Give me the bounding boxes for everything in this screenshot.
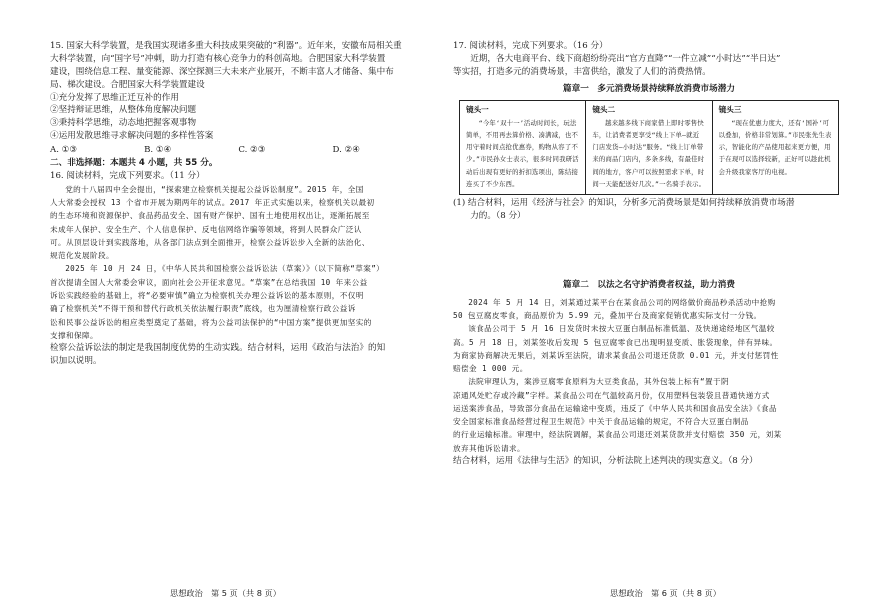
lens-3-body: “现在优惠力度大，还有‘国补’可以叠加，价格非常划算。”市民张先生表示，智能化的产品使用起来更方便，用于在现可以选择较新，正好可以趁此机会升级我家客厅的电视。 [718, 118, 832, 176]
q16-para2-line: 讼和民事公益诉讼的相应类型奠定了基础，将为公益司法保护的“中国方案”提供更加坚实的 [50, 317, 372, 327]
page-6-footer: 思想政治 第 6 页（共 8 页） [610, 587, 721, 598]
q15-stem-line: 局、梯次建设。合肥国家大科学装置建设 [50, 79, 205, 90]
q16-material-para-1 [50, 183, 420, 263]
page-6-content [453, 40, 845, 468]
case-para1-line: 该食品公司于 5 月 16 日发货时未按大豆蛋白制品标准低温、及快递途经地区气温较 [468, 324, 775, 334]
answer-space [453, 223, 845, 275]
q15-stem-line: 大科学装置，向“国字号”冲刺，助力打造有核心竞争力的科创高地。合肥国家大科学装置 [50, 53, 386, 64]
q15-statement-3: ③秉持科学思维，动态地把握客观事物 [50, 118, 197, 129]
q16-para1-line: 可。从顶层设计到实践落地，从各部门法点到全面推开，检察公益诉讼步入全新的法治化、 [50, 237, 370, 247]
case-para2-line: 运送案涉食品，导致部分食品在运输途中变质，违反了《中华人民共和国食品安全法》《食品 [453, 403, 777, 413]
case-para2-line: 的行业运输标准。审理中，经法院调解，某食品公司退还刘某货款并支付赔偿 350 元，刘某 [453, 430, 782, 440]
case-para1-line: 为商家协商解决无果后，刘某诉至法院，请求某食品公司退还货款 0.01 元，并支付惩罚性 [453, 350, 779, 360]
case-para2-line: 凉通风处贮存或冷藏”字样。某食品公司在气温较高月份，仅用塑料包装袋且普通快递方式 [453, 390, 770, 400]
q16-para1-line: 未成年人保护、安全生产、个人信息保护、反电信网络诈骗等领域，将到人民群众广泛认 [50, 224, 362, 234]
q16-para2-line: 首次提请全国人大常委会审议，面向社会公开征求意见。“草案”在总结我国 10 年来公益 [50, 277, 368, 287]
q15-stem-line: 建设，围绕信息工程、量变能源、深空探测三大未来产业展开，不断丰富人才储备、集中布 [50, 66, 394, 77]
lens-3 [713, 101, 838, 194]
q17-part-1 [453, 197, 845, 223]
q15-stem-line: 15. 国家大科学装置，是我国实现诸多重大科技成果突破的“利器”。近年来，安徽布局相关重 [50, 41, 402, 51]
case-para1-line: 2024 年 5 月 14 日，刘某通过某平台在某食品公司的网络做价商品秒杀活动中抢购 [468, 297, 776, 307]
q16-para2-line: 确了检察机关“不得干预和替代行政机关依法履行职责”底线，也为厘清检察行政公益诉 [50, 304, 356, 314]
page-5-footer: 思想政治 第 5 页（共 8 页） [170, 587, 281, 598]
q16-question-line: 识加以说明。 [50, 356, 102, 367]
q15-option-d: D. ②④ [332, 145, 360, 156]
q15-options [50, 144, 360, 157]
q15-option-c: C. ②③ [238, 145, 266, 156]
case-para-2 [453, 375, 845, 455]
chapter-1-title: 篇章一 多元消费场景持续释放消费市场潜力 [563, 83, 735, 94]
q16-para1-line: 规范化发展阶段。 [50, 251, 114, 261]
lens-3-head: 镜头三 [718, 104, 742, 114]
case-para1-line: 高。5 月 18 日，刘某签收后发现 5 包豆腐零食已出现明显变质、胀袋现象，伴有异味。 [453, 337, 778, 347]
case-para-1 [453, 296, 845, 376]
lens-2 [586, 101, 712, 194]
q15-statement-4: ④运用发散思维寻求解决问题的多样性答案 [50, 131, 214, 142]
case-para2-line: 放弃其他诉讼请求。 [453, 443, 525, 453]
q17-stem: 17. 阅读材料，完成下列要求。（16 分） [453, 41, 608, 51]
exam-page-6 [435, 0, 870, 615]
case-para2-line: 安全国家标准食品经营过程卫生规范》中关于食品运输的规定，不符合大豆蛋白制品 [453, 417, 749, 427]
question-15 [50, 40, 420, 157]
q15-option-a: A. ①③ [50, 145, 78, 156]
q17-1-line: (1) 结合材料，运用《经济与社会》的知识，分析多元消费场景是如何持续释放消费市场潜 [453, 197, 795, 208]
page-5-content [50, 40, 420, 368]
q16-para1-line: 人大常委会授权 13 个省市开展为期两年的试点。2017 年正式实施以来，检察机关以最初 [50, 198, 375, 208]
q16-question-line: 检察公益诉讼法的制定是我国制度优势的生动实践。结合材料，运用《政治与法治》的知 [50, 343, 386, 354]
q15-statement-2: ②坚持辩证思维，从整体角度解决问题 [50, 105, 197, 116]
q16-material-para-2 [50, 262, 420, 342]
lens-2-body: 越来越多线下商家借上即时零售快车，让消费者更享受“线上下单—就近门店发货—小时达”服务。“线上订单带来的商品门店内，多条多线，有最佳时间的地方，客户可以按照需求下单，时间一天能配送好几次。”一名骑手表示。 [592, 118, 706, 188]
q15-option-b: B. ①④ [144, 145, 172, 156]
q16-para2-line: 支撑和保障。 [50, 330, 98, 340]
lens-1-head: 镜头一 [466, 104, 489, 114]
q16-para2-line: 2025 年 10 月 24 日，《中华人民共和国检察公益诉讼法（草案）》（以下简称“草案”） [65, 264, 385, 274]
q17-1-line: 力的。（8 分） [470, 210, 526, 221]
q16-stem: 16. 阅读材料，完成下列要求。（11 分） [50, 170, 205, 181]
q16-para1-line: 党的十八届四中全会提出，“探索建立检察机关提起公益诉讼制度”。2015 年，全国 [65, 184, 364, 194]
lens-2-head: 镜头二 [592, 104, 616, 114]
section-2-heading: 二、非选择题：本题共 4 小题，共 55 分。 [50, 158, 218, 169]
q15-statement-1: ①充分发挥了思维正迁互补的作用 [50, 92, 179, 103]
q17-2-question: 结合材料，运用《法律与生活》的知识，分析法院上述判决的现实意义。（8 分） [453, 456, 758, 467]
q17-intro-line: 近期，各大电商平台、线下商超纷纷亮出“官方直降”“一件立减”“小时达”“半日达” [470, 53, 781, 64]
question-17 [453, 40, 845, 468]
question-16 [50, 170, 420, 368]
chapter-2-title: 篇章二 以法之名守护消费者权益，助力消费 [563, 279, 735, 290]
lens-1-body: “今年‘双十一’活动时间长，玩法简单，不用再去算价格、凑满减，也不用守着时间点抢优惠券，购物从容了不少。”市民孙女士表示，很多时同我研活动后出现有更好的折扣选项出，陈结接连买了不少东西。 [466, 118, 579, 188]
q17-intro-line: 等实招，打造多元的消费场景，丰富供给，激发了人们的消费热情。 [453, 66, 711, 77]
case-para1-line: 50 包豆腐皮零食，商品原价为 5.99 元，叠加平台及商家促销优惠实际支付一分钱。 [453, 310, 762, 320]
case-para2-line: 法院审理认为，案涉豆腐零食原料为大豆类食品，其外包装上标有“置于阴 [468, 377, 729, 387]
q16-para1-line: 的生态环境和资源保护、食品药品安全、国有财产保护、国有土地使用权出让，逐渐拓展至 [50, 211, 370, 221]
case-para1-line: 赔偿金 1 000 元。 [453, 364, 528, 374]
lens-1 [460, 101, 586, 194]
lens-table [459, 100, 839, 195]
q16-para2-line: 诉讼实践经验的基础上，将“必要审慎”确立为检察机关办理公益诉讼的基本原则，不仅明 [50, 291, 364, 301]
